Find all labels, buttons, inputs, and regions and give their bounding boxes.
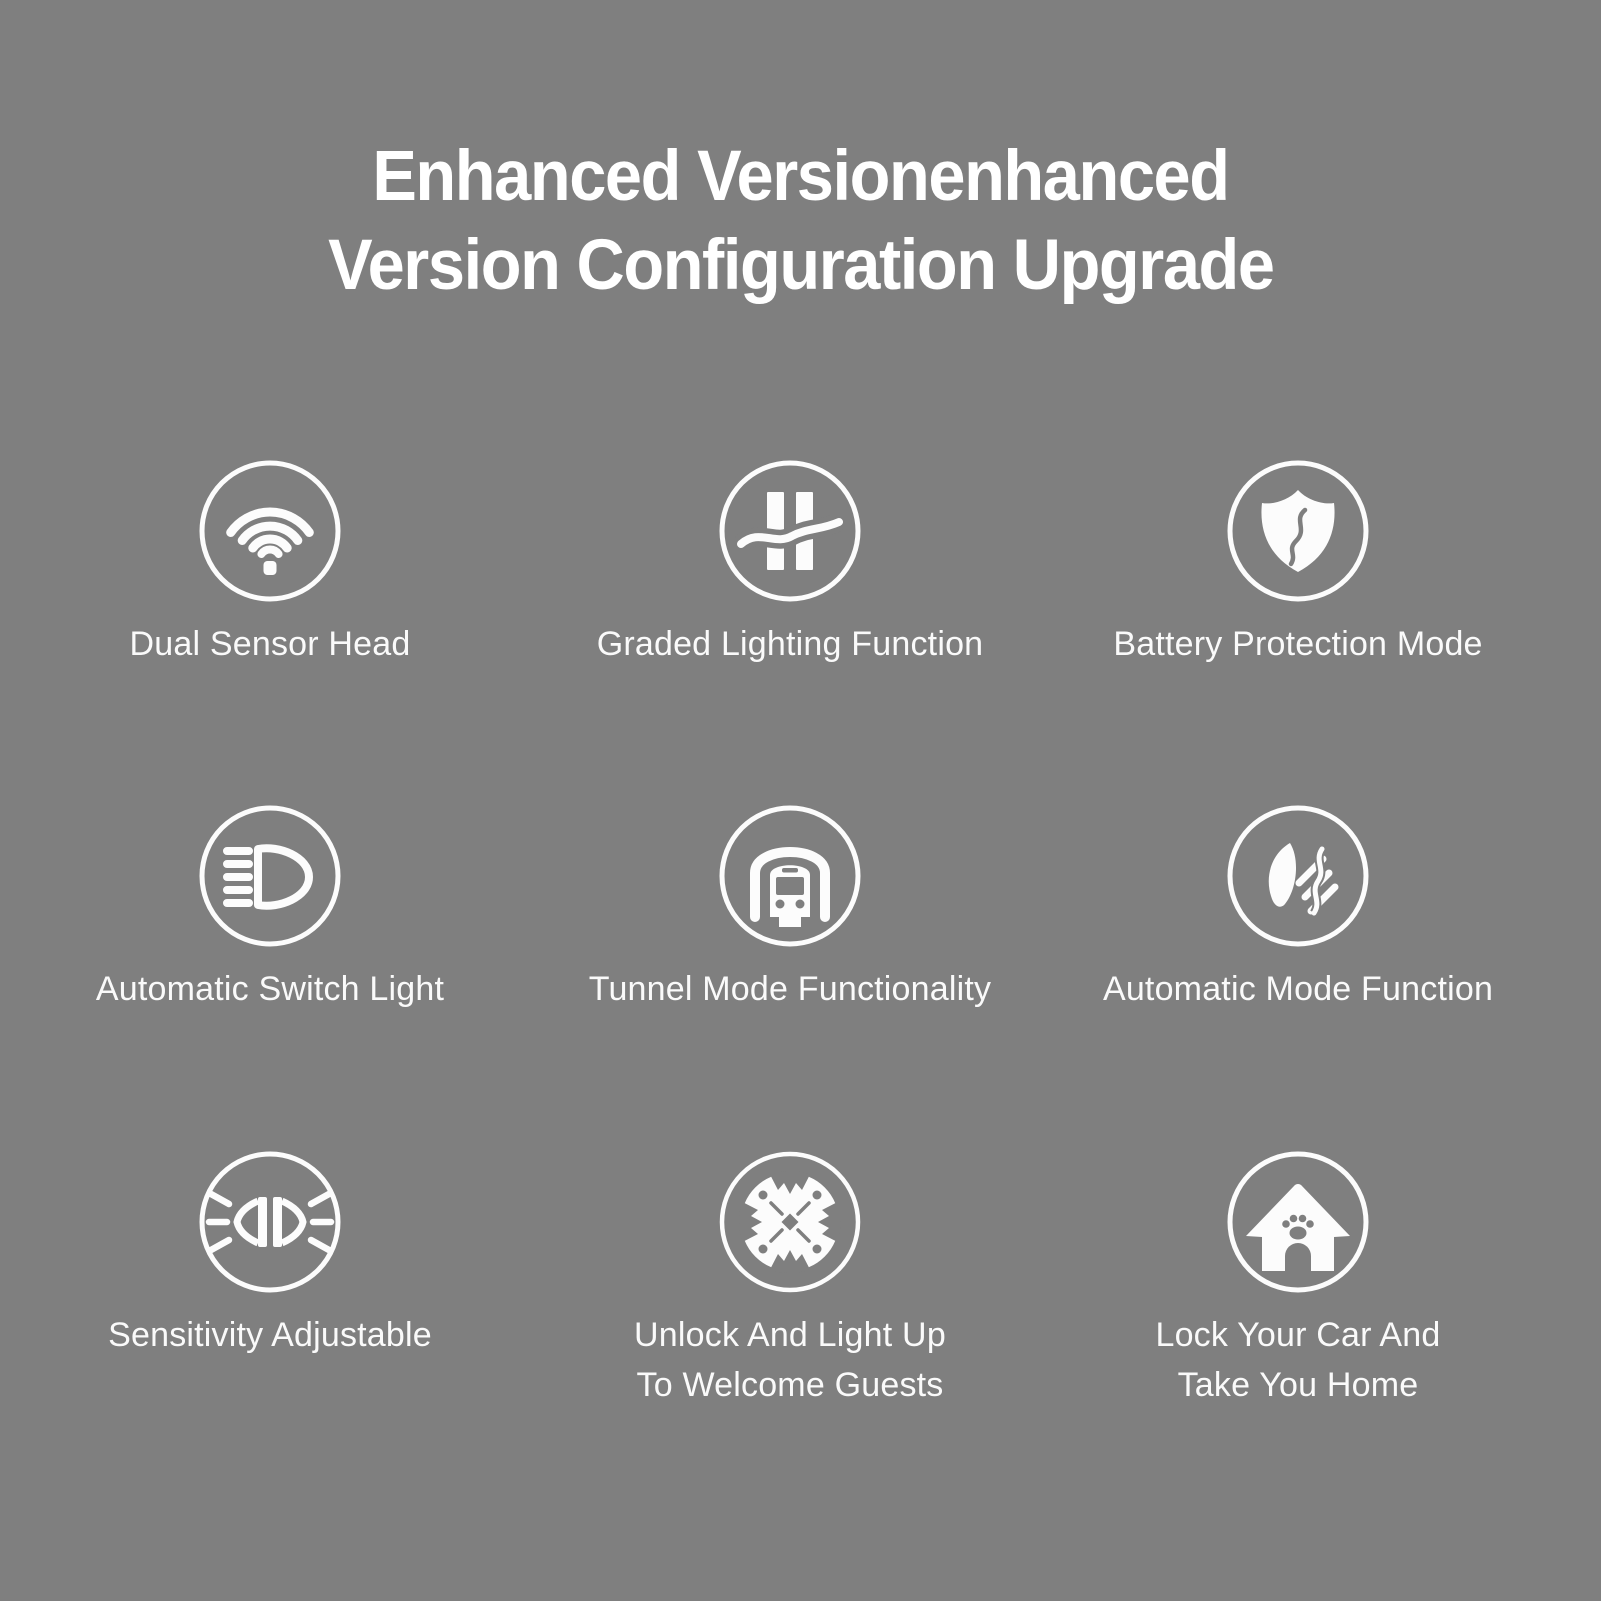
feature-lock-car-take-you-home — [1038, 1147, 1558, 1410]
page-title-line-2: Version Configuration Upgrade — [327, 226, 1274, 305]
tunnel-train-icon — [715, 801, 865, 951]
feature-unlock-and-light-up — [530, 1147, 1050, 1410]
snowflake-icon — [715, 1147, 865, 1297]
dog-house-icon — [1223, 1147, 1373, 1297]
feature-label: Battery Protection Mode — [1113, 625, 1483, 663]
shield-icon — [1223, 456, 1373, 606]
page-title-line-1: Enhanced Versionenhanced — [372, 137, 1229, 216]
h-wave-icon — [715, 456, 865, 606]
feature-label: Dual Sensor Head — [129, 625, 411, 663]
feature-label: Unlock And Light Up To Welcome Guests — [634, 1316, 946, 1404]
feature-label: Sensitivity Adjustable — [108, 1316, 432, 1354]
wifi-signal-icon — [195, 456, 345, 606]
feature-automatic-mode-function — [1038, 801, 1558, 1014]
feature-graded-lighting-function — [530, 456, 1050, 669]
feature-automatic-switch-light — [10, 801, 530, 1014]
feature-tunnel-train-mode — [530, 801, 1050, 1014]
feature-battery-protection-mode — [1038, 456, 1558, 669]
fog-light-icon — [1223, 801, 1373, 951]
feature-dual-sensor-head — [10, 456, 530, 669]
page-title — [0, 132, 1601, 310]
feature-sensitivity-adjustable — [10, 1147, 530, 1360]
headlight-beam-icon — [195, 801, 345, 951]
dual-headlight-icon — [195, 1147, 345, 1297]
feature-label: Lock Your Car And Take You Home — [1155, 1316, 1441, 1404]
feature-label: Automatic Mode Function — [1102, 970, 1494, 1008]
feature-label: Graded Lighting Function — [596, 625, 984, 663]
feature-label: Tunnel Mode Functionality — [588, 970, 992, 1008]
feature-label: Automatic Switch Light — [95, 970, 445, 1008]
